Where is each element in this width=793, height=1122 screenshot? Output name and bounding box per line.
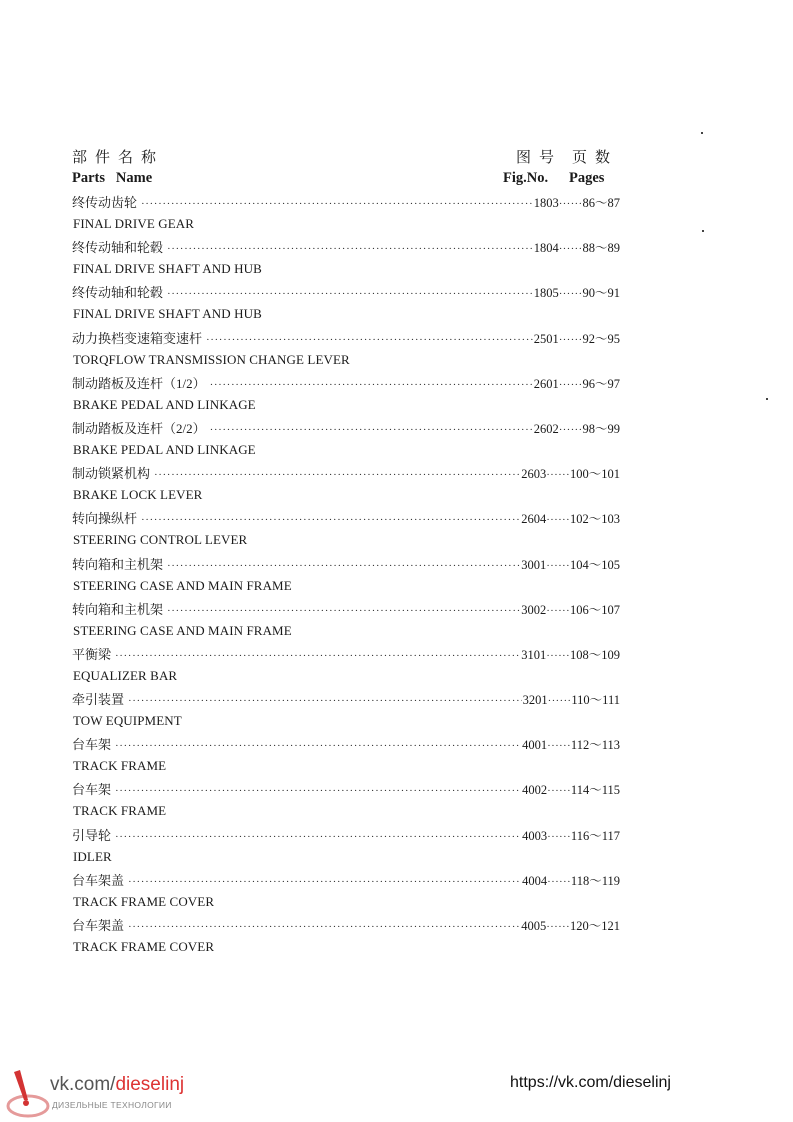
fig-number: 2603 — [521, 467, 547, 482]
part-name-cn: 转向箱和主机架 — [72, 601, 164, 617]
part-name-cn: 终传动齿轮 — [72, 195, 138, 210]
page-range: 92～95 — [582, 331, 620, 346]
part-name-en: TRACK FRAME — [73, 803, 167, 819]
fig-number: 3201 — [522, 693, 548, 708]
toc-cn-line — [72, 192, 620, 210]
leader-dots — [210, 424, 533, 436]
page-range: 120～121 — [569, 919, 620, 933]
toc-entry[interactable] — [72, 779, 620, 824]
leader-dots — [154, 469, 520, 481]
fig-number: 3101 — [521, 647, 547, 662]
page-range: 88～89 — [582, 241, 620, 256]
scan-speck — [701, 132, 703, 134]
leader-dots-short: ······ — [547, 740, 571, 753]
toc-entry[interactable] — [72, 282, 620, 327]
fig-number: 1805 — [533, 286, 559, 301]
fig-number: 2604 — [521, 512, 547, 527]
toc-cn-line — [72, 644, 620, 662]
page-range: 86～87 — [582, 196, 620, 210]
leader-dots-short: ······ — [546, 514, 570, 527]
header-pages-cn: 页数 — [572, 150, 619, 166]
header-fig-no-en: Fig.No. — [503, 170, 549, 186]
page-range: 116～117 — [570, 828, 620, 843]
toc-cn-line — [72, 373, 620, 391]
vk-logo — [6, 1066, 206, 1120]
toc-cn-line — [72, 237, 620, 255]
part-name-cn: 终传动轴和轮毂 — [72, 240, 164, 256]
leader-dots — [115, 831, 521, 843]
part-name-cn: 制动踏板及连杆（2/2） — [72, 420, 206, 436]
page-range: 98～99 — [582, 421, 620, 436]
leader-dots-short: ······ — [546, 469, 570, 482]
leader-dots-short: ······ — [546, 604, 570, 617]
part-name-en: FINAL DRIVE SHAFT AND HUB — [73, 261, 262, 277]
part-name-en: TOW EQUIPMENT — [73, 713, 182, 729]
part-name-cn: 平衡梁 — [72, 646, 112, 662]
toc-entry[interactable] — [72, 237, 620, 282]
part-name-en: FINAL DRIVE GEAR — [73, 216, 194, 231]
part-name-en: IDLER — [73, 848, 112, 864]
part-name-en: TRACK FRAME — [73, 758, 167, 774]
leader-dots — [115, 740, 521, 752]
toc-cn-line — [72, 508, 620, 526]
toc-cn-line — [72, 328, 620, 346]
leader-dots-short: ······ — [546, 559, 570, 572]
fig-number: 1804 — [533, 241, 559, 256]
logo-text: vk.com/dieselinj — [50, 1074, 185, 1095]
page-range: 104～105 — [569, 557, 620, 572]
leader-dots-short: ······ — [558, 378, 583, 391]
toc-entry[interactable] — [72, 870, 620, 915]
part-name-en: STEERING CASE AND MAIN FRAME — [73, 622, 292, 638]
leader-dots-short: ······ — [547, 695, 572, 708]
part-name-cn: 牵引装置 — [72, 692, 125, 708]
fig-number: 4004 — [522, 873, 548, 888]
part-name-cn: 台车架盖 — [72, 918, 125, 933]
toc-cn-line — [72, 282, 620, 300]
leader-dots-short: ······ — [546, 649, 570, 662]
toc-entry[interactable] — [72, 328, 620, 373]
leader-dots-short: ······ — [558, 288, 583, 301]
leader-dots — [167, 243, 533, 255]
part-name-en: TRACK FRAME COVER — [73, 939, 215, 954]
toc-entry[interactable] — [72, 373, 620, 418]
part-name-en: TRACK FRAME COVER — [73, 893, 215, 909]
part-name-cn: 引导轮 — [72, 827, 112, 843]
header-fig-no-cn: 图号 — [516, 150, 563, 166]
leader-dots — [115, 785, 521, 797]
footer-url[interactable]: https://vk.com/dieselinj — [510, 1074, 671, 1091]
page-range: 102～103 — [569, 512, 620, 527]
page-range: 100～101 — [569, 467, 620, 482]
toc-entry[interactable] — [72, 508, 620, 553]
toc-cn-line — [72, 779, 620, 797]
part-name-cn: 转向箱和主机架 — [72, 556, 164, 572]
leader-dots — [141, 514, 520, 526]
toc-entry[interactable] — [72, 463, 620, 508]
page-range: 108～109 — [569, 647, 620, 662]
leader-dots-short: ······ — [547, 875, 571, 888]
part-name-en: BRAKE LOCK LEVER — [73, 487, 203, 503]
header-pages-en: Pages — [569, 170, 605, 186]
leader-dots — [141, 198, 533, 210]
toc-entry[interactable] — [72, 418, 620, 463]
toc-entry[interactable] — [72, 554, 620, 599]
page-range: 112～113 — [570, 738, 620, 753]
part-name-cn: 台车架 — [72, 782, 112, 798]
toc-entry[interactable] — [72, 644, 620, 689]
scan-speck — [702, 230, 704, 232]
toc-cn-line — [72, 689, 620, 707]
part-name-cn: 台车架 — [72, 737, 112, 753]
page-range: 106～107 — [569, 602, 620, 617]
leader-dots-short: ······ — [558, 333, 583, 346]
leader-dots — [128, 695, 522, 707]
header-parts-name-en: Parts Name — [72, 170, 153, 186]
fig-number: 3002 — [521, 602, 547, 617]
part-name-cn: 台车架盖 — [72, 872, 125, 888]
part-name-en: STEERING CASE AND MAIN FRAME — [73, 577, 292, 593]
part-name-cn: 制动锁紧机构 — [72, 466, 151, 482]
toc-entry[interactable] — [72, 734, 620, 779]
leader-dots-short: ······ — [547, 830, 571, 843]
leader-dots — [210, 379, 533, 391]
page-range: 90～91 — [582, 286, 620, 301]
part-name-cn: 制动踏板及连杆（1/2） — [72, 375, 206, 391]
leader-dots — [167, 560, 520, 572]
leader-dots-short: ······ — [547, 785, 571, 798]
toc-cn-line — [72, 463, 620, 481]
leader-dots-short: ······ — [558, 198, 583, 210]
leader-dots-short: ······ — [558, 423, 583, 436]
part-name-en: FINAL DRIVE SHAFT AND HUB — [73, 306, 262, 322]
leader-dots — [115, 650, 520, 662]
toc-cn-line — [72, 915, 620, 933]
leader-dots — [167, 288, 533, 300]
part-name-cn: 转向操纵杆 — [72, 511, 138, 527]
fig-number: 4002 — [522, 783, 548, 798]
toc-entry[interactable] — [72, 689, 620, 734]
part-name-en: EQUALIZER BAR — [73, 667, 178, 683]
page-range: 110～111 — [571, 693, 620, 708]
fig-number: 3001 — [521, 557, 547, 572]
fig-number: 2501 — [533, 331, 559, 346]
toc-cn-line — [72, 734, 620, 752]
part-name-en: TORQFLOW TRANSMISSION CHANGE LEVER — [73, 351, 350, 367]
fig-number: 2602 — [533, 421, 559, 436]
logo-tagline: ДИЗЕЛЬНЫЕ ТЕХНОЛОГИИ — [52, 1100, 172, 1110]
toc-cn-line — [72, 418, 620, 436]
part-name-cn: 终传动轴和轮毂 — [72, 285, 164, 301]
leader-dots-short: ······ — [558, 243, 583, 256]
toc-cn-line — [72, 554, 620, 572]
part-name-en: STEERING CONTROL LEVER — [73, 532, 248, 548]
toc-entry[interactable] — [72, 825, 620, 870]
fig-number: 4003 — [522, 828, 548, 843]
toc-cn-line — [72, 599, 620, 617]
header-parts-name-cn: 部件名称 — [72, 150, 165, 166]
fig-number: 2601 — [533, 376, 559, 391]
leader-dots — [128, 876, 521, 888]
page-range: 96～97 — [582, 376, 620, 391]
scan-speck — [766, 398, 768, 400]
leader-dots — [128, 921, 520, 933]
leader-dots — [206, 334, 533, 346]
page-range: 118～119 — [570, 873, 620, 888]
leader-dots-short: ······ — [546, 921, 570, 933]
part-name-en: BRAKE PEDAL AND LINKAGE — [73, 396, 256, 412]
toc-entry[interactable] — [72, 599, 620, 644]
toc-entry[interactable] — [72, 192, 620, 237]
injector-icon — [6, 1066, 50, 1120]
fig-number: 1803 — [533, 196, 559, 210]
part-name-en: BRAKE PEDAL AND LINKAGE — [73, 441, 256, 457]
page-range: 114～115 — [570, 783, 620, 798]
parts-index-list — [72, 192, 620, 960]
fig-number: 4001 — [522, 738, 548, 753]
leader-dots — [167, 605, 520, 617]
part-name-cn: 动力换档变速箱变速杆 — [72, 330, 203, 346]
toc-cn-line — [72, 870, 620, 888]
toc-entry[interactable] — [72, 915, 620, 960]
toc-cn-line — [72, 825, 620, 843]
fig-number: 4005 — [521, 919, 547, 933]
